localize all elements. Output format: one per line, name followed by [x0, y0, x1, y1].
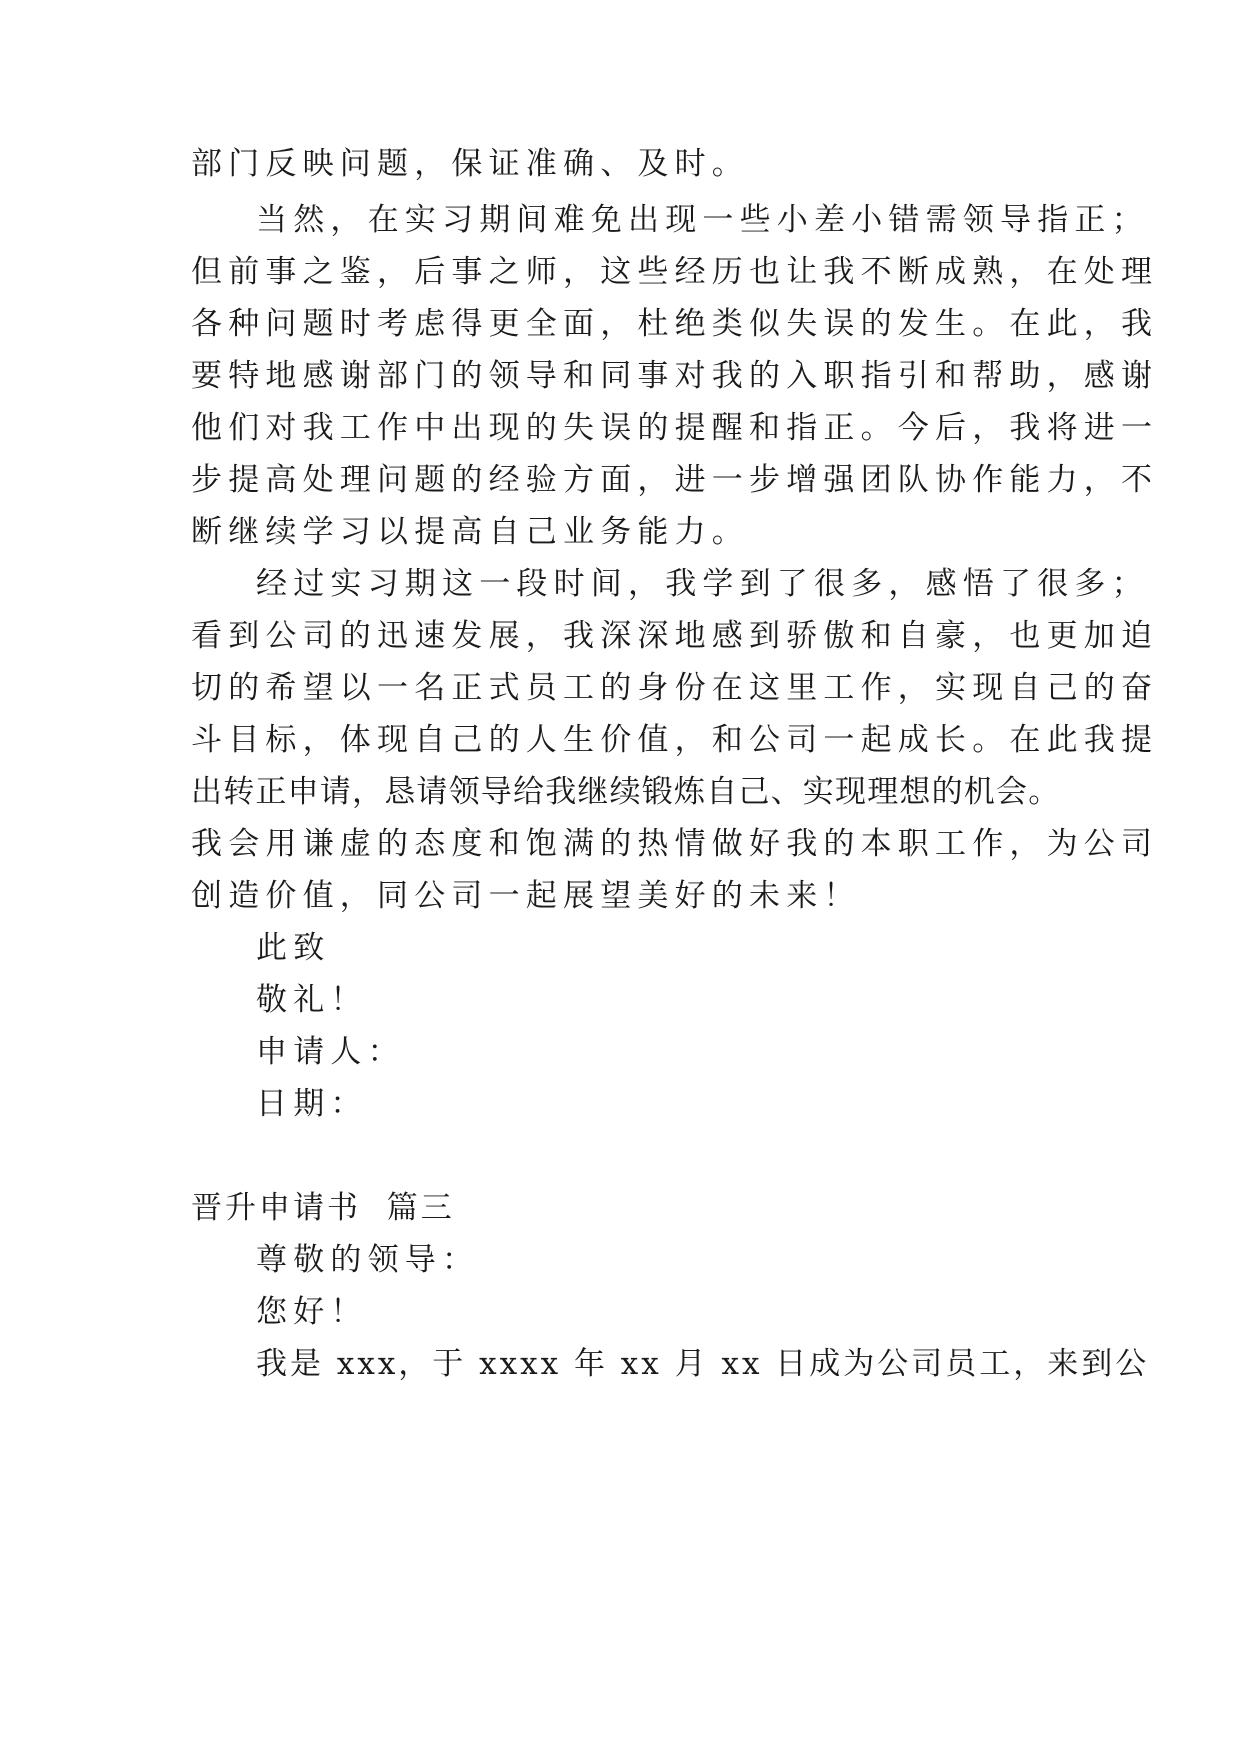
closing-text: 此致	[256, 930, 331, 966]
paragraph-line: 部门反映问题，保证准确、及时。	[191, 146, 749, 182]
paragraph-line: 要特地感谢部门的领导和同事对我的入职指引和帮助，感谢	[191, 358, 1159, 394]
paragraph-line: 切的希望以一名正式员工的身份在这里工作，实现自己的奋	[191, 670, 1159, 706]
greeting-text: 尊敬的领导：	[256, 1242, 480, 1278]
paragraph-line: 当然，在实习期间难免出现一些小差小错需领导指正；	[256, 202, 1149, 238]
paragraph-line: 经过实习期这一段时间，我学到了很多，感悟了很多；	[256, 566, 1149, 602]
paragraph-line: 他们对我工作中出现的失误的提醒和指正。今后，我将进一	[191, 410, 1159, 446]
paragraph-line: 我会用谦虚的态度和饱满的热情做好我的本职工作，为公司	[191, 826, 1159, 862]
salutation-text: 敬礼！	[256, 982, 368, 1018]
paragraph-line: 看到公司的迅速发展，我深深地感到骄傲和自豪，也更加迫	[191, 618, 1159, 654]
hello-text: 您好！	[256, 1294, 368, 1330]
date-label: 日期：	[256, 1086, 368, 1122]
paragraph-line: 我是 xxx，于 xxxx 年 xx 月 xx 日成为公司员工，来到公	[256, 1346, 1150, 1382]
paragraph-line: 斗目标，体现自己的人生价值，和公司一起成长。在此我提	[191, 722, 1159, 758]
paragraph-line: 创造价值，同公司一起展望美好的未来！	[191, 878, 861, 914]
paragraph-line: 断继续学习以提高自己业务能力。	[191, 514, 749, 550]
section-heading: 晋升申请书 篇三	[191, 1190, 455, 1226]
paragraph-line: 各种问题时考虑得更全面，杜绝类似失误的发生。在此，我	[191, 306, 1159, 342]
paragraph-line: 步提高处理问题的经验方面，进一步增强团队协作能力，不	[191, 462, 1159, 498]
paragraph-line: 但前事之鉴，后事之师，这些经历也让我不断成熟，在处理	[191, 254, 1159, 290]
applicant-label: 申请人：	[256, 1034, 405, 1070]
paragraph-line: 出转正申请，恳请领导给我继续锻炼自己、实现理想的机会。	[191, 774, 1061, 810]
